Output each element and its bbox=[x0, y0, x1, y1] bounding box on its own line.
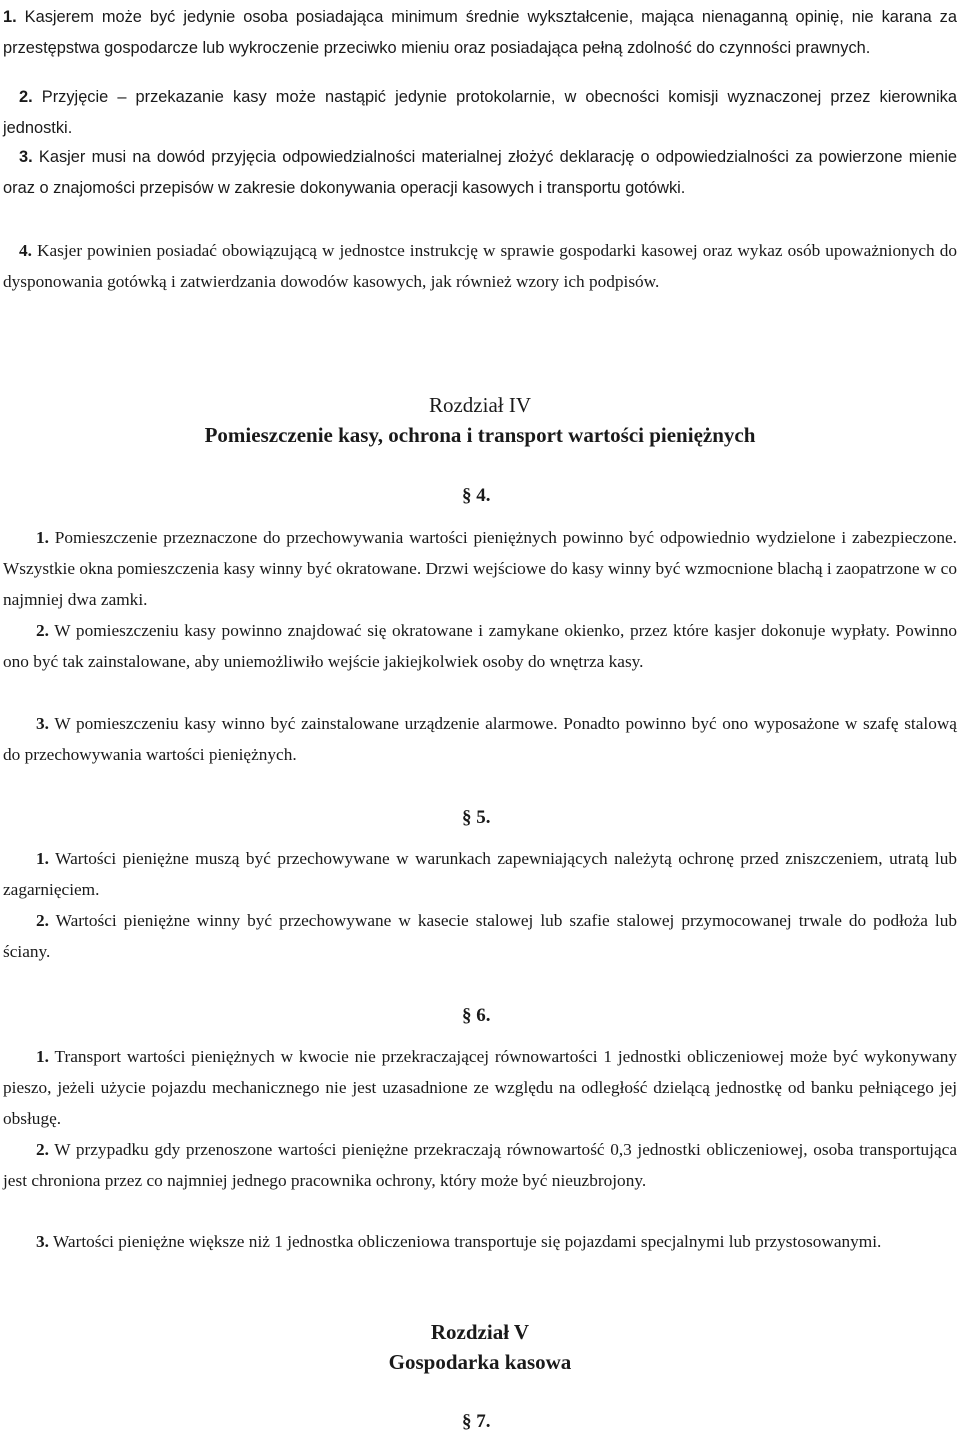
paragraph-text: Transport wartości pieniężnych w kwocie nie przekraczającej równowartości 1 jednostki obliczeniowej może być wykonywany pieszo, jeżeli użycie pojazdu mechanicznego nie jest uzasadnione ze względu na odległość dzielącą jednostkę od banku pełniącego jej obsługę. bbox=[3, 1047, 958, 1128]
sec4-item-2 bbox=[3, 615, 957, 677]
paragraph-text: W przypadku gdy przenoszone wartości pieniężne przekraczają równowartość 0,3 jednostki obliczeniowej, osoba transportująca jest chroniona przez co najmniej jednego pracownika ochrony, który może być nieuzbrojony. bbox=[3, 1140, 957, 1190]
paragraph-number: 3. bbox=[19, 148, 33, 166]
paragraph-number: 2. bbox=[36, 911, 49, 930]
paragraph-number: 2. bbox=[19, 88, 33, 106]
sec5-item-1 bbox=[3, 843, 957, 905]
paragraph-number: 2. bbox=[36, 621, 49, 640]
section-sign: § 7. bbox=[462, 1411, 491, 1432]
chapter-heading: Rozdział V bbox=[430, 1320, 530, 1344]
paragraph-number: 3. bbox=[36, 714, 49, 733]
paragraph-number: 1. bbox=[36, 1047, 49, 1066]
paragraph-text: Wartości pieniężne muszą być przechowywane w warunkach zapewniających należytą ochronę przed zniszczeniem, utratą lub zagarnięciem. bbox=[3, 849, 957, 899]
paragraph-number: 1. bbox=[3, 8, 17, 26]
section-sign: § 4. bbox=[462, 485, 491, 506]
paragraph-3 bbox=[3, 142, 957, 204]
paragraph-text: Przyjęcie – przekazanie kasy może nastąpić jedynie protokolarnie, w obecności komisji wyznaczonej przez kierownika jednostki. bbox=[3, 88, 957, 137]
paragraph-text: W pomieszczeniu kasy powinno znajdować się okratowane i zamykane okienko, przez które kasjer dokonuje wypłaty. Powinno ono być tak zainstalowane, aby uniemożliwiło wejście jakiejkolwiek osoby do wnętrza kasy. bbox=[3, 621, 957, 671]
paragraph-text: Kasjer powinien posiadać obowiązującą w jednostce instrukcję w sprawie gospodarki kasowej oraz wykaz osób upoważnionych do dysponowania gotówką i zatwierdzania dowodów kasowych, jak również wzory ich podpisów. bbox=[3, 241, 957, 291]
paragraph-text: W pomieszczeniu kasy winno być zainstalowane urządzenie alarmowe. Ponadto powinno być ono wyposażone w szafę stalową do przechowywania wartości pieniężnych. bbox=[3, 714, 957, 764]
chapter-heading: Rozdział IV bbox=[428, 393, 532, 417]
paragraph-text: Wartości pieniężne winny być przechowywane w kasecie stalowej lub szafie stalowej przymocowanej trwale do podłoża lub ściany. bbox=[3, 911, 957, 961]
paragraph-1 bbox=[3, 2, 957, 64]
section-sign: § 5. bbox=[462, 807, 491, 828]
paragraph-number: 1. bbox=[36, 528, 49, 547]
paragraph-number: 1. bbox=[36, 849, 49, 868]
sec6-item-2 bbox=[3, 1134, 957, 1196]
paragraph-number: 3. bbox=[36, 1232, 49, 1251]
sec5-item-2 bbox=[3, 905, 957, 967]
paragraph-4 bbox=[3, 235, 957, 297]
paragraph-2 bbox=[3, 82, 957, 144]
chapter-title: Pomieszczenie kasy, ochrona i transport wartości pieniężnych bbox=[204, 423, 756, 447]
paragraph-text: Pomieszczenie przeznaczone do przechowywania wartości pieniężnych powinno być odpowiednio wydzielone i zabezpieczone. Wszystkie okna pomieszczenia kasy winny być okratowane. Drzwi wejściowe do kasy winny być wzmocnione blachą i zaopatrzone w co najmniej dwa zamki. bbox=[3, 528, 957, 609]
section-sign: § 6. bbox=[462, 1005, 491, 1026]
paragraph-number: 4. bbox=[19, 241, 32, 260]
chapter-title: Gospodarka kasowa bbox=[388, 1350, 572, 1374]
paragraph-text: Kasjer musi na dowód przyjęcia odpowiedzialności materialnej złożyć deklarację o odpowiedzialności za powierzone mienie oraz o znajomości przepisów w zakresie dokonywania operacji kasowych i transportu gotówki. bbox=[3, 148, 957, 197]
sec4-item-3 bbox=[3, 708, 957, 770]
sec6-item-3 bbox=[3, 1226, 957, 1257]
paragraph-text: Kasjerem może być jedynie osoba posiadająca minimum średnie wykształcenie, mająca nienaganną opinię, nie karana za przestępstwa gospodarcze lub wykroczenie przeciwko mieniu oraz posiadająca pełną zdolność do czynności prawnych. bbox=[3, 8, 957, 57]
sec6-item-1 bbox=[3, 1041, 957, 1134]
paragraph-number: 2. bbox=[36, 1140, 49, 1159]
sec4-item-1 bbox=[3, 522, 957, 615]
paragraph-text: Wartości pieniężne większe niż 1 jednostka obliczeniowa transportuje się pojazdami specjalnymi lub przystosowanymi. bbox=[52, 1232, 882, 1251]
